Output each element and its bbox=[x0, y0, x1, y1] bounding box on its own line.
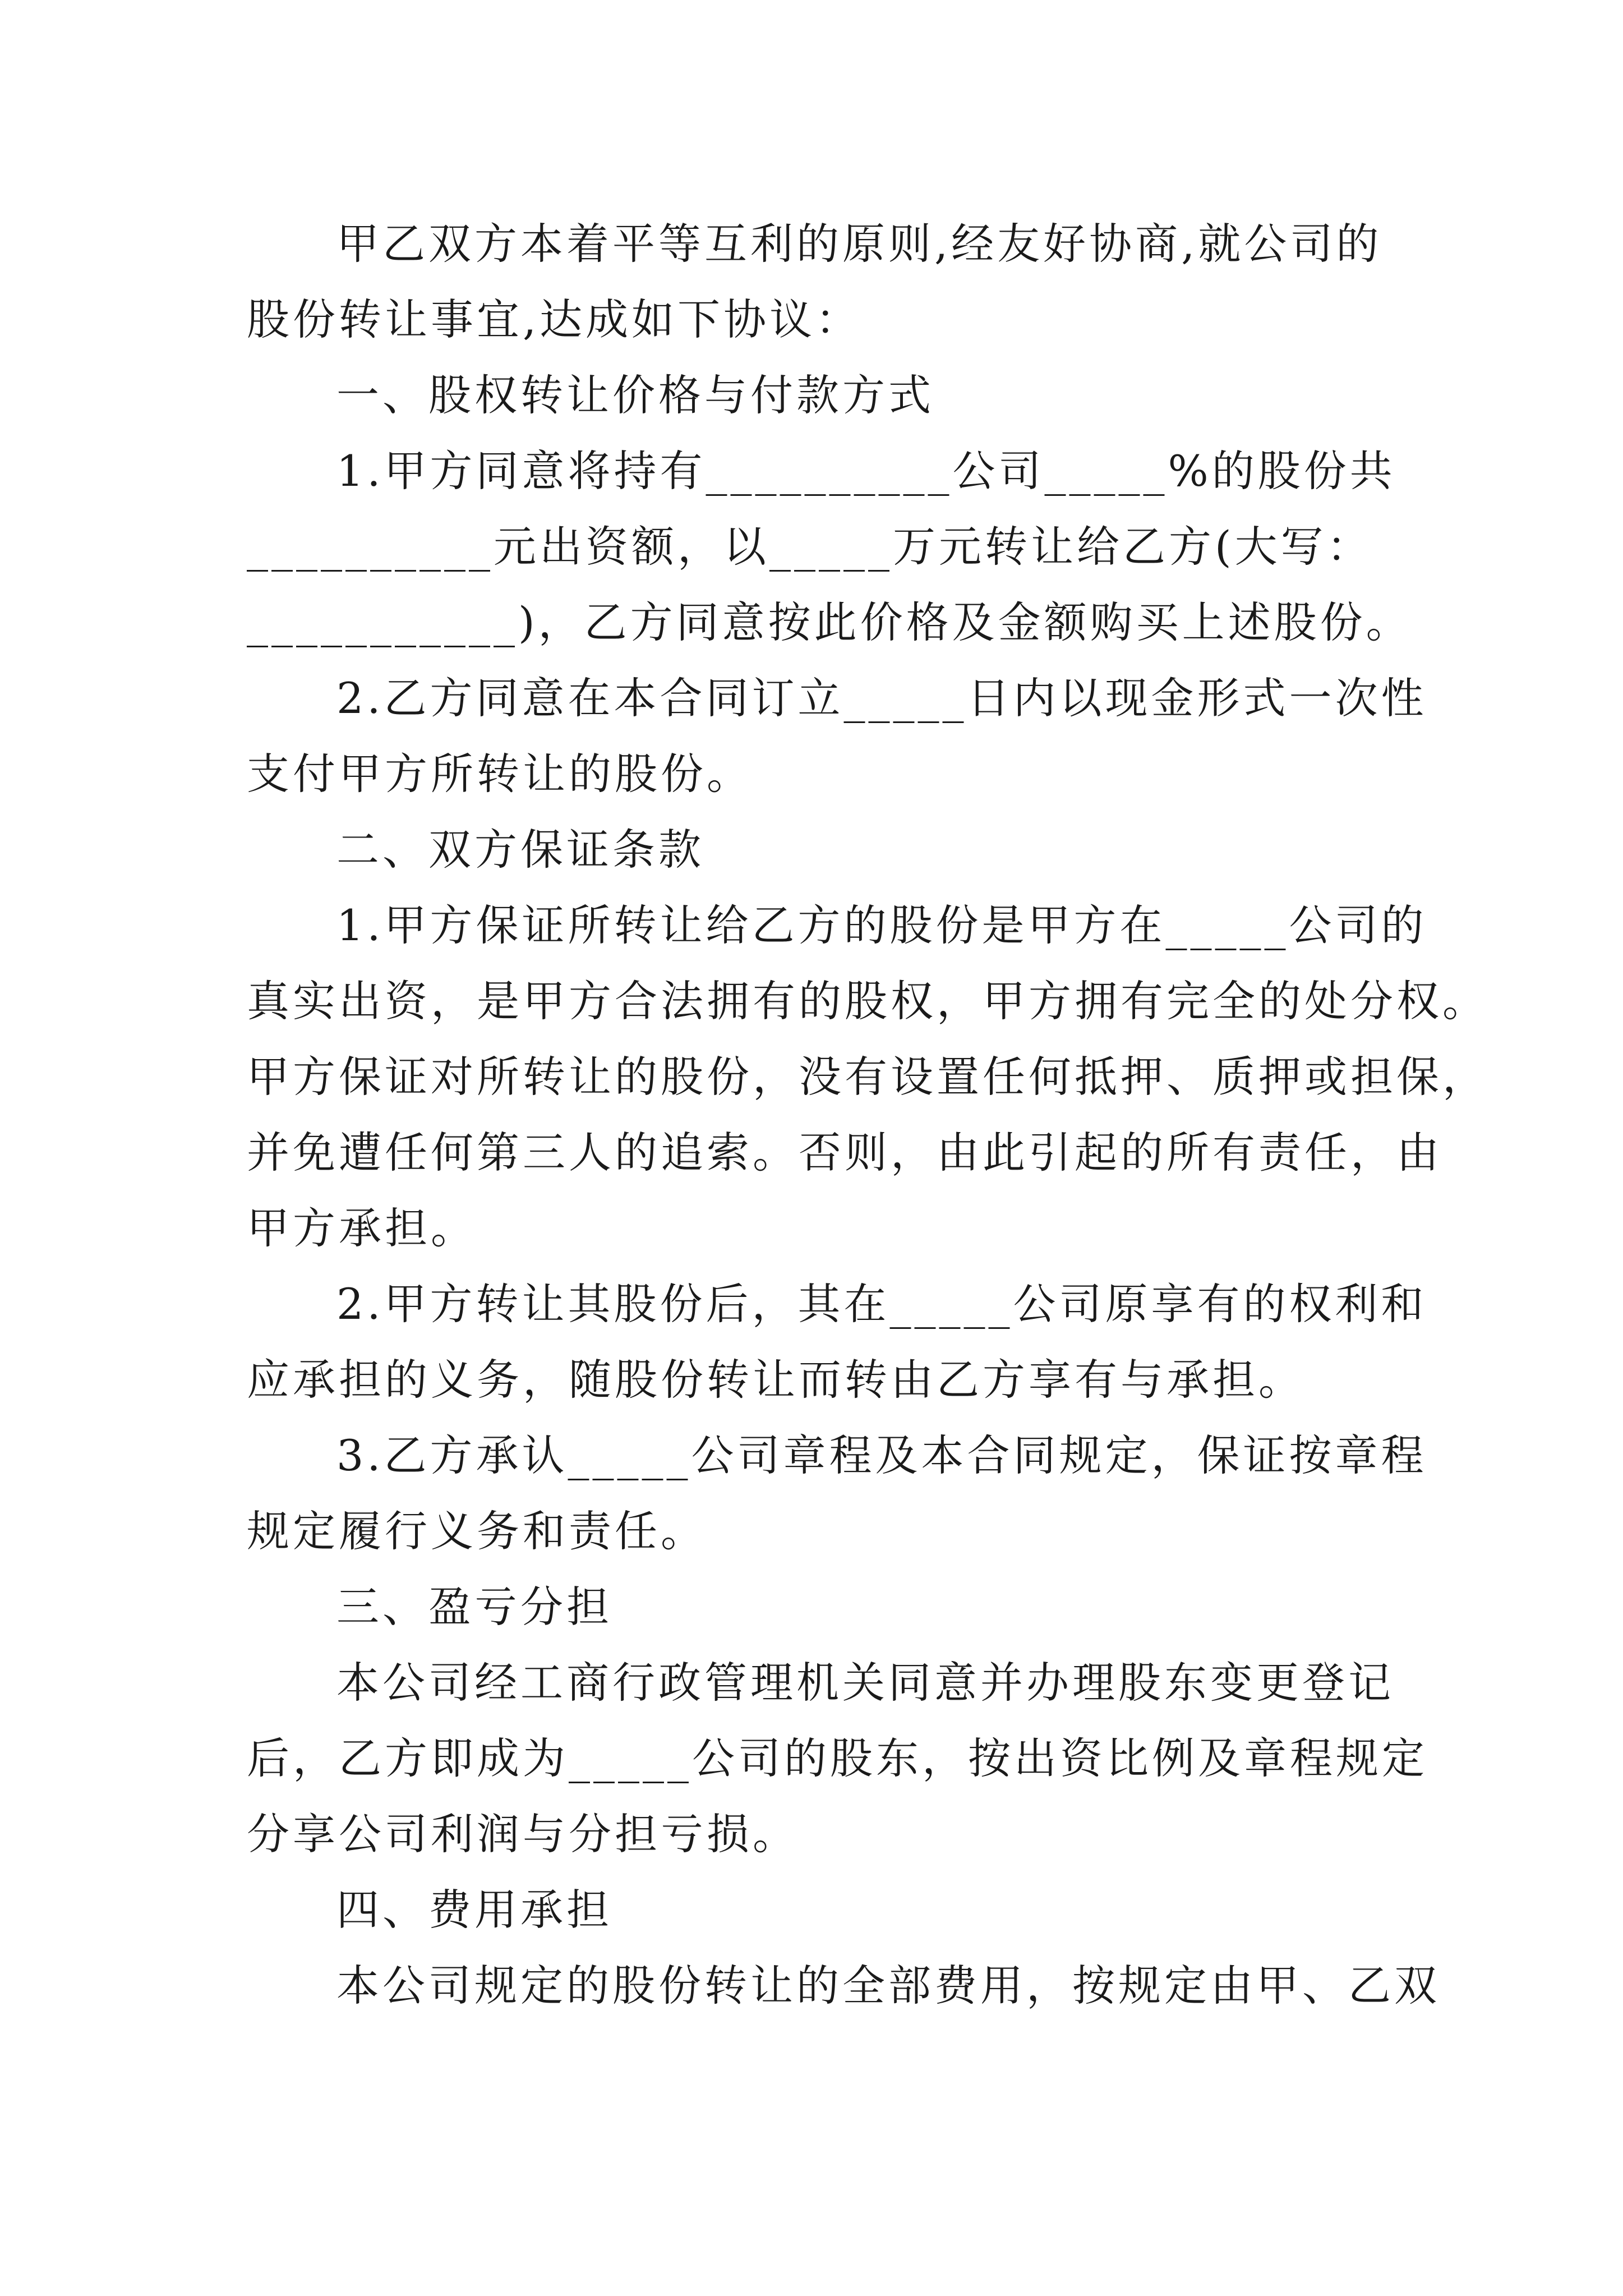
section-3-body-line-3: 分享公司利润与分担亏损。 bbox=[247, 1809, 799, 1859]
section-3-body-line-2: 后，乙方即成为_____公司的股东，按出资比例及章程规定 bbox=[247, 1733, 1428, 1783]
clause-2-1-line-3: 甲方保证对所转让的股份，没有设置任何抵押、质押或担保， bbox=[247, 1052, 1488, 1102]
clause-2-1-line-1: 1.甲方保证所转让给乙方的股份是甲方在_____公司的 bbox=[336, 900, 1427, 950]
section-heading-3: 三、盈亏分担 bbox=[336, 1582, 612, 1632]
paragraph-intro-line-2: 股份转让事宜,达成如下协议： bbox=[247, 295, 862, 344]
paragraph-intro-line-1: 甲乙双方本着平等互利的原则,经友好协商,就公司的 bbox=[336, 219, 1382, 269]
clause-2-2-line-2: 应承担的义务，随股份转让而转由乙方享有与承担。 bbox=[247, 1355, 1304, 1405]
clause-2-1-line-2: 真实出资，是甲方合法拥有的股权，甲方拥有完全的处分权。 bbox=[247, 976, 1488, 1026]
section-4-body-line-1: 本公司规定的股份转让的全部费用，按规定由甲、乙双 bbox=[336, 1961, 1440, 2010]
section-heading-2: 二、双方保证条款 bbox=[336, 825, 704, 875]
clause-2-1-line-5: 甲方承担。 bbox=[247, 1203, 477, 1253]
section-heading-1: 一、股权转让价格与付款方式 bbox=[336, 370, 934, 420]
clause-2-3-line-1: 3.乙方承认_____公司章程及本合同规定，保证按章程 bbox=[336, 1430, 1427, 1480]
clause-1-2-line-2: 支付甲方所转让的股份。 bbox=[247, 749, 753, 799]
clause-2-2-line-1: 2.甲方转让其股份后，其在_____公司原享有的权利和 bbox=[336, 1279, 1427, 1329]
clause-1-1-line-3: ___________)，乙方同意按此价格及金额购买上述股份。 bbox=[247, 597, 1412, 647]
clause-2-3-line-2: 规定履行义务和责任。 bbox=[247, 1506, 707, 1556]
clause-2-1-line-4: 并免遭任何第三人的追索。否则，由此引起的所有责任，由 bbox=[247, 1128, 1442, 1177]
section-heading-4: 四、费用承担 bbox=[336, 1885, 612, 1935]
clause-1-1-line-1: 1.甲方同意将持有__________公司_____%的股份共 bbox=[336, 446, 1396, 496]
clause-1-2-line-1: 2.乙方同意在本合同订立_____日内以现金形式一次性 bbox=[336, 673, 1427, 723]
clause-1-1-line-2: __________元出资额，以_____万元转让给乙方(大写： bbox=[247, 522, 1373, 572]
section-3-body-line-1: 本公司经工商行政管理机关同意并办理股东变更登记 bbox=[336, 1658, 1394, 1708]
